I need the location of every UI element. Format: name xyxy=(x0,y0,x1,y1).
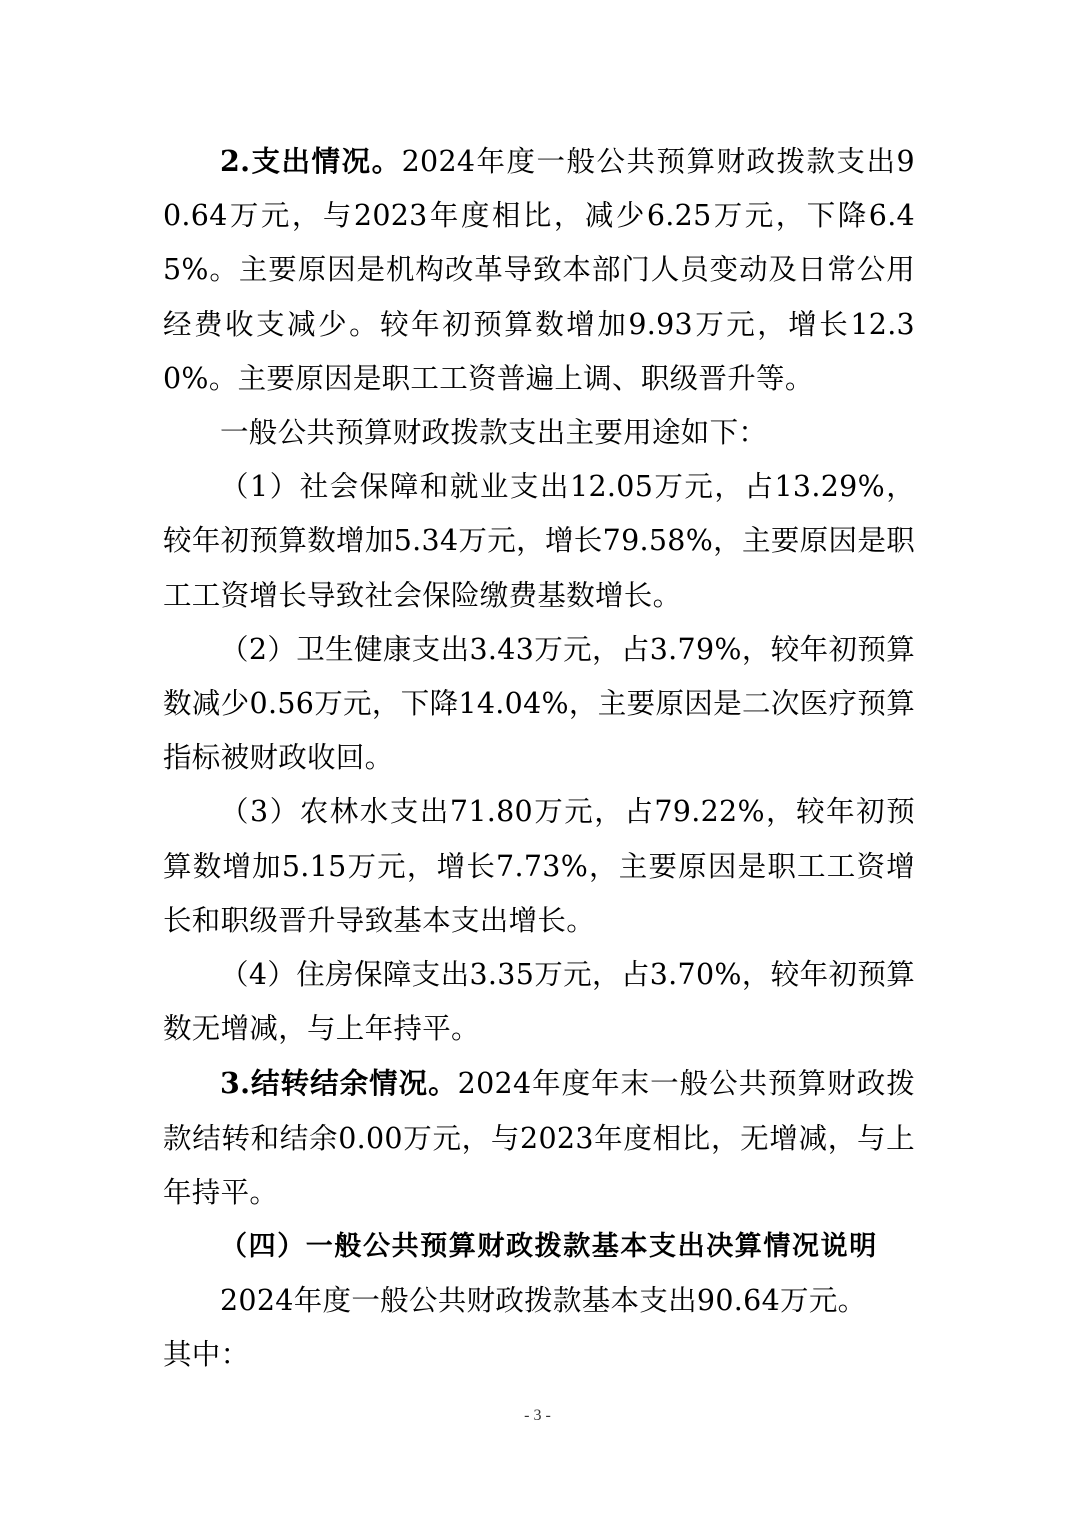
social-security-item: （1）社会保障和就业支出12.05万元，占13.29%，较年初预算数增加5.34万元，增长79.58%，主要原因是职工工资增长导致社会保险缴费基数增长。 xyxy=(163,470,915,612)
expenditure-heading: 2.支出情况。 xyxy=(220,144,402,178)
carryover-text: 2024年度年末一般公共预算财政拨款结转和结余0.00万元，与2023年度相比，无增减，与上年持平。 xyxy=(163,1067,915,1209)
document-body xyxy=(163,134,915,1383)
usage-intro: 一般公共预算财政拨款支出主要用途如下： xyxy=(220,416,768,450)
expenditure-text: 2024年度一般公共预算财政拨款支出90.64万元，与2023年度相比，减少6.25万元，下降6.45%。主要原因是机构改革导致本部门人员变动及日常公用经费收支减少。较年初预算数增加9.93万元，增长12.30%。主要原因是职工工资普遍上调、职级晋升等。 xyxy=(163,145,915,395)
expenditure-paragraph xyxy=(163,134,915,406)
section-four-title: （四）一般公共预算财政拨款基本支出决算情况说明 xyxy=(220,1231,878,1263)
health-item: （2）卫生健康支出3.43万元，占3.79%，较年初预算数减少0.56万元，下降14.04%，主要原因是二次医疗预算指标被财政收回。 xyxy=(163,632,915,775)
carryover-paragraph xyxy=(163,1056,915,1220)
housing-item: （4）住房保障支出3.35万元，占3.70%，较年初预算数无增减，与上年持平。 xyxy=(163,958,915,1046)
page-number: - 3 - xyxy=(524,1407,551,1424)
basic-expenditure-paragraph: 2024年度一般公共财政拨款基本支出90.64万元。 xyxy=(220,1284,867,1318)
carryover-heading: 3.结转结余情况。 xyxy=(220,1066,458,1101)
agriculture-item: （3）农林水支出71.80万元，占79.22%，较年初预算数增加5.15万元，增长7.73%，主要原因是职工工资增长和职级晋升导致基本支出增长。 xyxy=(163,795,915,937)
among-them-label: 其中： xyxy=(163,1338,250,1372)
